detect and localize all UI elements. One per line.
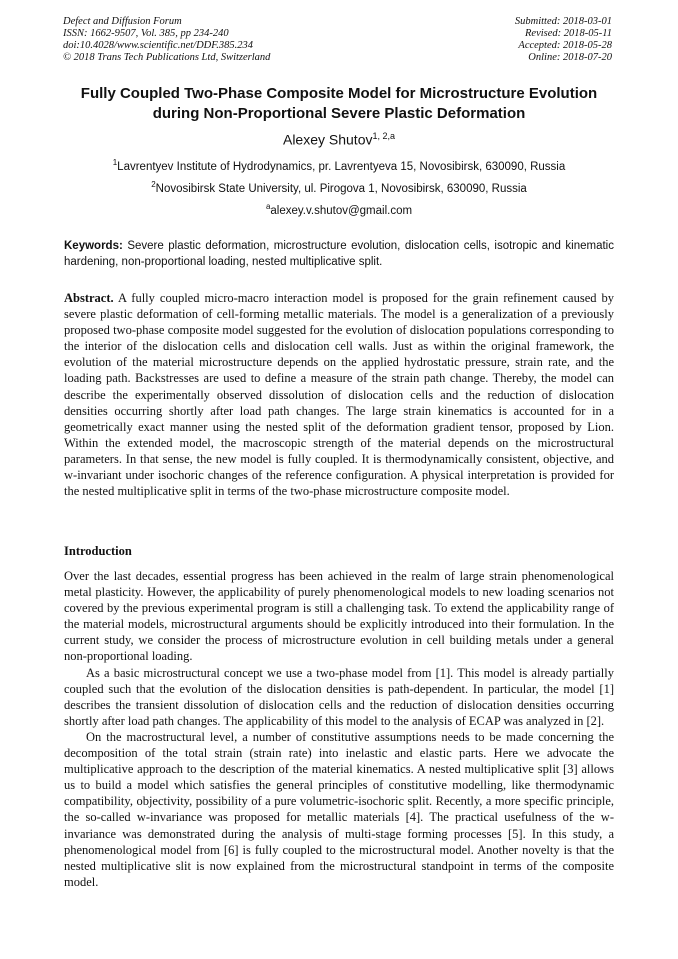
- revised-date: Revised: 2018-05-11: [525, 28, 612, 39]
- issn-volume: ISSN: 1662-9507, Vol. 385, pp 234-240: [63, 28, 229, 39]
- intro-paragraph-2: As a basic microstructural concept we use a two-phase model from [1]. This model is already partially coupled such that the evolution of the dislocation densities is path-dependent. In particular, the model [1] describes the transient dissolution of dislocation cells and the reduction of dislocation densities occurring shortly after load path changes. The applicability of this model to the analysis of ECAP was analyzed in [2].: [64, 665, 614, 728]
- email-address[interactable]: alexey.v.shutov@gmail.com: [270, 204, 413, 217]
- author-line: [0, 127, 678, 149]
- abstract-text: A fully coupled micro-macro interaction model is proposed for the grain refinement caused by severe plastic deformation of cell-forming metallic materials. The model is a generalization of a previously proposed two-phase composite model suggested for the evolution of dislocation populations corresponding to the interior of the dislocation cells and dislocation cell walls. Just as within the original framework, the evolution of the material microstructure depends on the applied hydrostatic pressure, strain rate, and the loading path. Backstresses are used to define a measure of the strain path change. Thereby, the model can describe the experimentally observed dissolution of dislocation cells and the reduction of dislocation densities occurring shortly after load path changes. The large strain kinematics is accounted for in a geometrically exact manner using the nested split of the deformation gradient tensor, proposed by Lion. Within the extended model, the macroscopic strength of the material depends on the microstructural parameters. In that sense, the new model is fully coupled. It is thermodynamically consistent, objective, and w-invariant under isochoric changes of the reference configuration. A physical interpretation is provided for the nested multiplicative split in terms of the two-phase microstructure composite model.: [64, 291, 614, 499]
- affiliation-text: Novosibirsk State University, ul. Pirogova 1, Novosibirsk, 630090, Russia: [155, 182, 527, 195]
- author-name: Alexey Shutov: [282, 131, 373, 148]
- affiliation-mark: 1: [112, 158, 118, 167]
- author-email: [0, 200, 678, 218]
- author-marks: 1, 2,a: [372, 131, 396, 141]
- email-mark: a: [265, 202, 271, 211]
- affiliation-2: [0, 178, 678, 196]
- paper-title-line-1: Fully Coupled Two-Phase Composite Model for Microstructure Evolution: [80, 85, 598, 102]
- submitted-date: Submitted: 2018-03-01: [514, 16, 612, 27]
- affiliation-text: Lavrentyev Institute of Hydrodynamics, pr. Lavrentyeva 15, Novosibirsk, 630090, Russia: [117, 160, 566, 173]
- affiliation-1: [0, 156, 678, 174]
- doi-link[interactable]: doi:10.4028/www.scientific.net/DDF.385.234: [63, 40, 254, 51]
- publication-info: [63, 16, 270, 64]
- section-heading-introduction: Introduction: [64, 544, 132, 558]
- introduction-body: [64, 568, 614, 890]
- publication-dates: [515, 16, 612, 64]
- journal-name: Defect and Diffusion Forum: [63, 16, 182, 27]
- intro-paragraph-1: Over the last decades, essential progress has been achieved in the realm of large strain phenomenological metal plasticity. However, the applicability of purely phenomenological models to new loading scenarios not covered by the previous experimental program is still a challenging task. To extend the applicability range of the material models, microstructural arguments should be explicitly introduced into their formulation. In the current study, we consider the process of microstructure evolution in cell building metals under a general non-proportional loading.: [64, 569, 614, 664]
- copyright-notice: © 2018 Trans Tech Publications Ltd, Switzerland: [63, 52, 271, 63]
- keywords-text: Severe plastic deformation, microstructure evolution, dislocation cells, isotropic and kinematic hardening, non-proportional loading, nested multiplicative split.: [64, 240, 614, 268]
- intro-paragraph-3: On the macrostructural level, a number of constitutive assumptions needs to be made concerning the decomposition of the total strain (strain rate) into inelastic and elastic parts. Here we advocate the multiplicative approach to the description of the material kinematics. A nested multiplicative split [3] allows us to build a model which satisfies the general principles of constitutive modelling, like thermodynamic compatibility, objectivity, possibility of a pure volumetric-isochoric split. Recently, a more specific principle, the so-called w-invariance was proposed for metallic materials [4]. The practical usefulness of the w-invariance was demonstrated during the analysis of multi-stage forming processes [5]. In this study, a phenomenological model from [6] is fully coupled to the microstructural model. Another novelty is that the nested multiplicative slit is now explained from the microstructural standpoint in terms of the composite model.: [64, 729, 614, 889]
- affiliation-mark: 2: [151, 180, 156, 189]
- paper-title: [40, 84, 638, 124]
- paper-title-line-2: during Non-Proportional Severe Plastic Deformation: [152, 105, 526, 122]
- abstract-label: Abstract.: [64, 291, 114, 305]
- keywords-label: Keywords:: [64, 240, 123, 252]
- accepted-date: Accepted: 2018-05-28: [518, 40, 612, 51]
- abstract-block: [64, 290, 614, 499]
- keywords-block: [64, 238, 614, 270]
- online-date: Online: 2018-07-20: [528, 52, 612, 63]
